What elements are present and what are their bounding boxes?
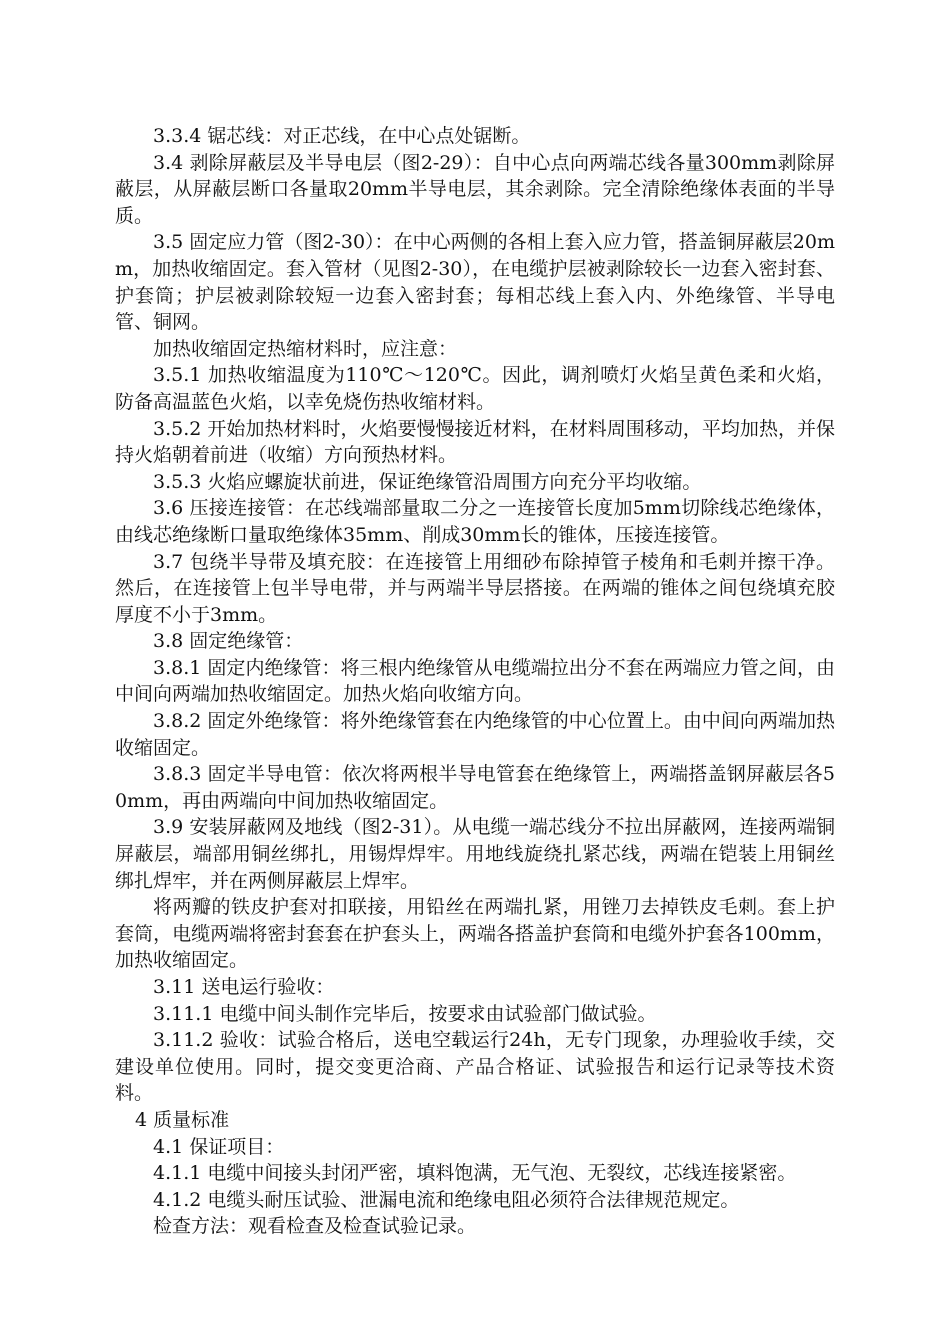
- paragraph: 3.5 固定应力管（图2-30）：在中心两侧的各相上套入应力管，搭盖铜屏蔽层20mm，加热收缩固定。套入管材（见图2-30），在电缆护层被剥除较长一边套入密封套、护套筒；护层被剥除较短一边套入密封套；每相芯线上套入内、外绝缘管、半导电管、铜网。: [115, 231, 835, 334]
- paragraph: 4.1.2 电缆头耐压试验、泄漏电流和绝缘电阻必须符合法律规范规定。: [153, 1188, 740, 1211]
- document-body: [115, 123, 835, 1240]
- paragraph: 3.6 压接连接管：在芯线端部量取二分之一连接管长度加5mm切除线芯绝缘体，由线芯绝缘断口量取绝缘体35mm、削成30mm长的锥体，压接连接管。: [115, 497, 835, 546]
- paragraph: 3.8 固定绝缘管：: [153, 630, 304, 653]
- paragraph: 3.11 送电运行验收：: [153, 976, 335, 998]
- section-heading: 4 质量标准: [135, 1108, 230, 1131]
- paragraph: 加热收缩固定热缩材料时，应注意：: [153, 337, 458, 360]
- paragraph: 3.9 安装屏蔽网及地线（图2-31）。从电缆一端芯线分不拉出屏蔽网，连接两端铜屏蔽层，端部用铜丝绑扎，用锡焊焊牢。用地线旋绕扎紧芯线，两端在铠装上用铜丝绑扎焊牢，并在两侧屏蔽层上焊牢。: [115, 816, 835, 892]
- paragraph: 3.7 包绕半导带及填充胶：在连接管上用细砂布除掉管子棱角和毛刺并擦干净。然后，在连接管上包半导电带，并与两端半导层搭接。在两端的锥体之间包绕填充胶厚度不小于3mm。: [115, 550, 835, 626]
- paragraph: 3.3.4 锯芯线：对正芯线，在中心点处锯断。: [153, 125, 531, 147]
- paragraph: 3.5.2 开始加热材料时，火焰要慢慢接近材料，在材料周围移动，平均加热，并保持火焰朝着前进（收缩）方向预热材料。: [115, 417, 835, 467]
- paragraph: 3.5.3 火焰应螺旋状前进，保证绝缘管沿周围方向充分平均收缩。: [153, 470, 702, 493]
- paragraph: 3.11.1 电缆中间头制作完毕后，按要求由试验部门做试验。: [153, 1002, 657, 1025]
- paragraph: 4.1 保证项目：: [153, 1135, 285, 1158]
- paragraph: 3.4 剥除屏蔽层及半导电层（图2-29）：自中心点向两端芯线各量300mm剥除屏蔽层，从屏蔽层断口各量取20mm半导电层，其余剥除。完全清除绝缘体表面的半导质。: [115, 151, 835, 227]
- paragraph: 3.8.3 固定半导电管：依次将两根半导电管套在绝缘管上，两端搭盖钢屏蔽层各50mm，再由两端向中间加热收缩固定。: [115, 763, 835, 812]
- paragraph: 3.8.2 固定外绝缘管：将外绝缘管套在内绝缘管的中心位置上。由中间向两端加热收缩固定。: [115, 710, 835, 759]
- paragraph: 检查方法：观看检查及检查试验记录。: [153, 1215, 477, 1238]
- paragraph: 将两瓣的铁皮护套对扣联接，用铅丝在两端扎紧，用锉刀去掉铁皮毛刺。套上护套筒，电缆两端将密封套套在护套头上，两端各搭盖护套筒和电缆外护套各100mm，加热收缩固定。: [115, 896, 835, 972]
- paragraph: 4.1.1 电缆中间接头封闭严密，填料饱满，无气泡、无裂纹，芯线连接紧密。: [153, 1162, 797, 1185]
- paragraph: 3.11.2 验收：试验合格后，送电空载运行24h，无专门现象，办理验收手续，交建设单位使用。同时，提交变更洽商、产品合格证、试验报告和运行记录等技术资料。: [115, 1029, 835, 1105]
- paragraph: 3.8.1 固定内绝缘管：将三根内绝缘管从电缆端拉出分不套在两端应力管之间，由中间向两端加热收缩固定。加热火焰向收缩方向。: [115, 656, 835, 706]
- paragraph: 3.5.1 加热收缩温度为110℃～120℃。因此，调剂喷灯火焰呈黄色柔和火焰，防备高温蓝色火焰，以幸免烧伤热收缩材料。: [115, 364, 835, 413]
